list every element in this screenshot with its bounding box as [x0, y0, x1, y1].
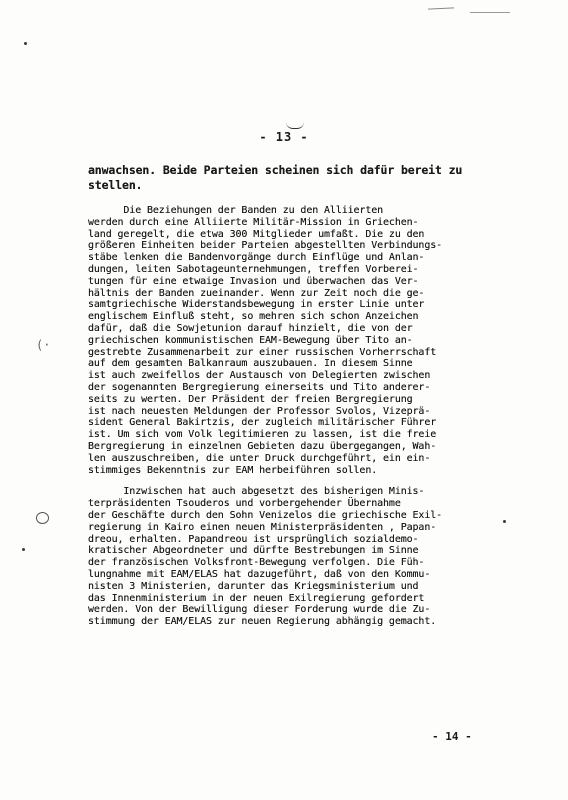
text-line: der Geschäfte durch den Sohn Venizelos die griechische Exil- [88, 509, 443, 521]
text-line: der sogenannten Bergregierung einerseits und Tito anderer- [88, 381, 431, 393]
text-line: land geregelt, die etwa 300 Mitglieder umfaßt. Die zu den [88, 228, 425, 240]
text-line: samtgriechische Widerstandsbewegung in erster Linie unter [88, 299, 425, 311]
text-line: sident General Bakirtzis, der zugleich militärischer Führer [88, 417, 437, 429]
text-line: kratischer Abgeordneter und dürfte Bestrebungen im Sinne [88, 545, 419, 557]
text-line: dreou, erhalten. Papandreou ist ursprünglich sozialdemo- [88, 533, 419, 545]
text-line: dafür, daß die Sowjetunion darauf hinzielt, die von der [88, 322, 413, 334]
text-line: hältnis der Banden zueinander. Wenn zur Zeit noch die ge- [88, 287, 425, 299]
text-line: dungen, leiten Sabotageunternehmungen, treffen Vorberei- [88, 263, 419, 275]
text-line: ist auch zweifellos der Austausch von Delegierten zwischen [88, 370, 431, 382]
body-text [88, 163, 483, 628]
punch-hole [36, 512, 49, 524]
scan-speck [24, 42, 27, 45]
handwritten-mark [286, 122, 304, 129]
catchword-next-page: - 14 - [432, 730, 472, 743]
text-line: len auszuschreiben, die unter Druck durchgeführt, ein ein- [88, 452, 431, 464]
text-line: regierung in Kairo einen neuen Ministerpräsidenten , Papan- [88, 521, 437, 533]
text-line: das Innenministerium in der neuen Exilregierung gefordert [88, 592, 425, 604]
text-line: lungnahme mit EAM/ELAS hat dazugeführt, daß von den Kommu- [88, 568, 431, 580]
text-line: ist. Um sich vom Volk legitimieren zu lassen, ist die freie [88, 429, 437, 441]
text-line: werden durch eine Alliierte Militär-Mission in Griechen- [88, 216, 419, 228]
text-line: stäbe lenken die Bandenvorgänge durch Einflüge und Anlan- [88, 252, 425, 264]
scan-speck [503, 520, 506, 523]
text-line: stellen. [88, 178, 143, 192]
text-line: terpräsidenten Tsouderos und vorbergehender Übernahme [88, 498, 401, 510]
text-line: anwachsen. Beide Parteien scheinen sich dafür bereit zu [88, 163, 463, 177]
text-line: nisten 3 Ministerien, darunter das Kriegsministerium und [88, 580, 419, 592]
text-line: gestrebte Zusammenarbeit zur einer russischen Vorherrschaft [88, 346, 437, 358]
text-line: seits zu werten. Der Präsident der freien Bergregierung [88, 393, 413, 405]
text-line: englischem Einfluß steht, so mehren sich schon Anzeichen [88, 311, 419, 323]
scan-mark [428, 7, 454, 9]
page-number: - 13 - [259, 130, 309, 144]
text-line: werden. Von der Bewilligung dieser Forderung wurde die Zu- [88, 604, 431, 616]
text-line: Die Beziehungen der Banden zu den Alliierten [88, 205, 384, 216]
text-line: stimmung der EAM/ELAS zur neuen Regierung abhängig gemacht. [88, 616, 437, 628]
text-line: stimmiges Bekenntnis zur EAM herbeiführen sollen. [88, 464, 378, 476]
text-line: Inzwischen hat auch abgesetzt des bisherigen Minis- [88, 486, 425, 498]
text-line: der französischen Volksfront-Bewegung verfolgen. Die Füh- [88, 557, 425, 569]
text-line: tungen für eine etwaige Invasion und überwachen das Ver- [88, 275, 419, 287]
text-line: griechischen kommunistischen EAM-Bewegung über Tito an- [88, 334, 413, 346]
text-line: auf dem gesamten Balkanraum auszubauen. In diesem Sinne [88, 358, 413, 370]
scan-mark [470, 12, 510, 13]
scan-speck [22, 548, 25, 551]
margin-bracket: (· [36, 338, 51, 352]
text-line: größeren Einheiten beider Parteien abgestellten Verbindungs- [88, 240, 443, 252]
text-line: ist nach neuesten Meldungen der Professor Svolos, Vizeprä- [88, 405, 431, 417]
text-line: Bergregierung in einzelnen Gebieten dazu übergegangen, Wah- [88, 440, 437, 452]
